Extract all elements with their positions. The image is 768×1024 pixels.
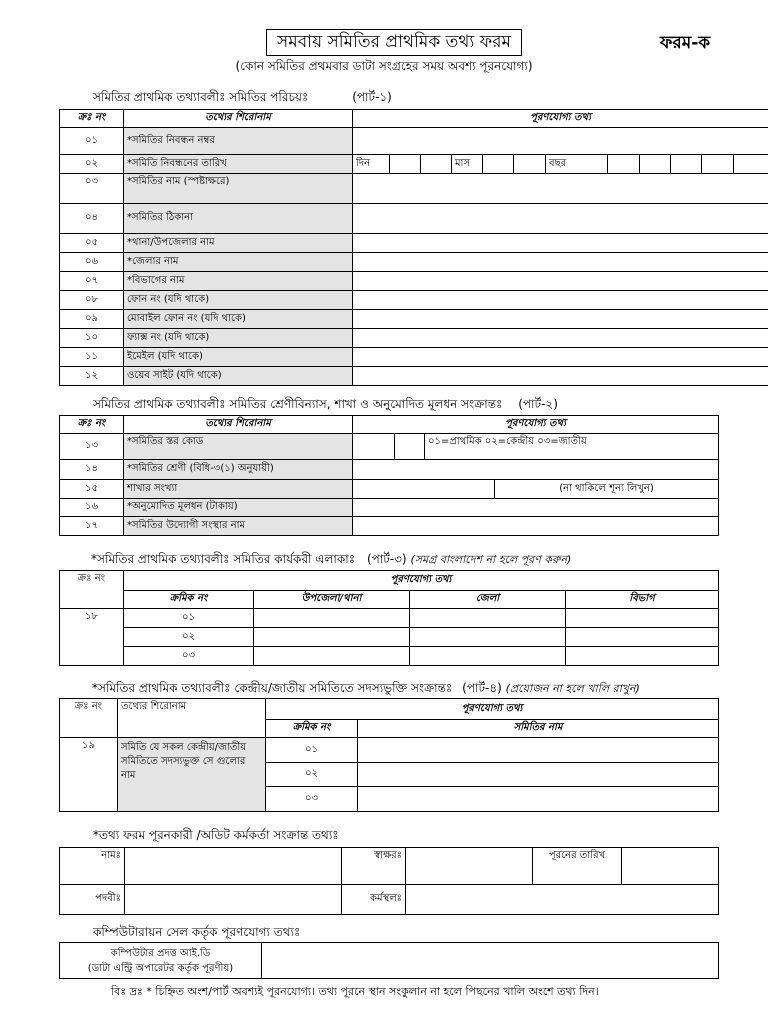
- p3-col-fill: পূরণযোগ্য তথ্য: [124, 571, 719, 591]
- district-cell[interactable]: [410, 647, 566, 666]
- table-row: [60, 499, 719, 517]
- row-sl: ০৫: [60, 234, 124, 253]
- table-row: [60, 609, 719, 628]
- row-sl: ১৩: [60, 434, 124, 460]
- level-code-box[interactable]: [395, 434, 425, 460]
- fill-date-label: পূরনের তারিখ: [533, 848, 622, 885]
- year-box[interactable]: [734, 155, 768, 174]
- table-row: [60, 174, 768, 204]
- row-label: *সমিতির নাম (স্পষ্টাক্ষরে): [124, 174, 353, 204]
- form-subtitle: (কোন সমিতির প্রথমবার ডাটা সংগ্রহের সময় অবশ্য পূরনযোগ্য): [235, 59, 533, 73]
- row-sl: ১১: [60, 348, 124, 367]
- part4-label: (পার্ট-৪): [462, 681, 502, 695]
- phone-field[interactable]: [353, 291, 768, 310]
- table-row: [60, 647, 719, 666]
- p2-col-fill: পূরণযোগ্য তথ্য: [353, 416, 719, 434]
- p1-col-sl: ক্রঃ নং: [60, 110, 124, 128]
- fax-field[interactable]: [353, 329, 768, 348]
- division-cell[interactable]: [566, 647, 719, 666]
- row-sl: ১৫: [60, 480, 124, 499]
- name-field[interactable]: [125, 848, 342, 885]
- level-options: ০১=প্রাথমিক ০২=কেন্দ্রীয় ০৩=জাতীয়: [425, 434, 719, 460]
- row-sl: ১২: [60, 367, 124, 386]
- item-serial: ০১: [124, 609, 254, 628]
- table-row: [60, 434, 719, 460]
- part3-table: [59, 570, 719, 666]
- row-sl: ০৩: [60, 174, 124, 204]
- website-field[interactable]: [353, 367, 768, 386]
- row-label: *বিভাগের নাম: [124, 272, 353, 291]
- table-row: [60, 204, 768, 234]
- society-name-field[interactable]: [353, 174, 768, 204]
- table-row: [60, 480, 719, 499]
- society-name-cell[interactable]: [358, 763, 719, 787]
- computer-id-label: [60, 943, 262, 979]
- workplace-label: কর্মস্থলঃ: [342, 885, 406, 915]
- upazila-cell[interactable]: [254, 647, 410, 666]
- district-cell[interactable]: [410, 609, 566, 628]
- p2-col-heading: তথ্যের শিরোনাম: [124, 416, 353, 434]
- part4-note: (প্রয়োজন না হলে খালি রাখুন): [505, 682, 640, 695]
- officer-table: [59, 847, 719, 915]
- row-label: ওয়েব সাইট (যদি থাকে): [124, 367, 353, 386]
- p1-col-heading: তথ্যের শিরোনাম: [124, 110, 353, 128]
- table-row: [60, 291, 768, 310]
- upazila-cell[interactable]: [254, 609, 410, 628]
- p4-sub-col-serial: ক্রমিক নং: [266, 720, 358, 738]
- row-label: *জেলার নাম: [124, 253, 353, 272]
- year-box[interactable]: [640, 155, 671, 174]
- table-row: [60, 329, 768, 348]
- p3-col-sl: ক্রঃ নং: [60, 571, 124, 609]
- month-label: মাস: [452, 155, 483, 174]
- row-sl: ১৪: [60, 460, 124, 480]
- row-label: *সমিতির শ্রেণী (বিধি-৩(১) অনুযায়ী): [124, 460, 353, 480]
- division-cell[interactable]: [566, 609, 719, 628]
- table-row: [60, 272, 768, 291]
- table-row: [60, 234, 768, 253]
- address-field[interactable]: [353, 204, 768, 234]
- row-sl: ০৪: [60, 204, 124, 234]
- district-cell[interactable]: [410, 628, 566, 647]
- part1-table: [59, 109, 768, 386]
- form-title: সমবায় সমিতির প্রাথমিক তথ্য ফরম: [266, 29, 522, 56]
- branch-note: (না থাকিলে শূন্য লিখুন): [495, 480, 719, 499]
- table-row: [60, 348, 768, 367]
- table-row: [60, 310, 768, 329]
- row-sl: ১৮: [60, 609, 124, 666]
- p2-col-sl: ক্রঃ নং: [60, 416, 124, 434]
- day-box[interactable]: [421, 155, 452, 174]
- part1-heading-text: সমিতির প্রাথমিক তথ্যাবলীঃ সমিতির পরিচয়ঃ: [93, 90, 309, 104]
- row-sl: ১৭: [60, 517, 124, 536]
- year-box[interactable]: [608, 155, 640, 174]
- society-name-cell[interactable]: [358, 787, 719, 812]
- row-sl: ০৭: [60, 272, 124, 291]
- row-label: *সমিতির স্তর কোড: [124, 434, 353, 460]
- upazila-cell[interactable]: [254, 628, 410, 647]
- level-code-box[interactable]: [353, 434, 395, 460]
- table-row: [60, 460, 719, 480]
- row-label: ফোন নং (যদি থাকে): [124, 291, 353, 310]
- capital-field[interactable]: [353, 499, 719, 517]
- part4-heading-text: *সমিতির প্রাথমিক তথ্যাবলীঃ কেন্দ্রীয়/জাতীয় সমিতিতে সদস্যভুক্তি সংক্রান্তঃ: [92, 681, 453, 695]
- p3-sub-col-division: বিভাগ: [566, 591, 719, 609]
- officer-heading: *তথ্য ফরম পূরনকারী /অডিট কর্মকর্তা সংক্রান্ত তথ্যঃ: [93, 828, 339, 842]
- part2-label: (পার্ট-২): [518, 397, 558, 411]
- designation-label: পদবীঃ: [60, 885, 125, 915]
- table-row: [60, 367, 768, 386]
- row-label: সমিতি যে সকল কেন্দ্রীয়/জাতীয় সমিতিতে সদস্যভুক্ত সে গুলোর নাম: [118, 738, 266, 812]
- computer-heading: কম্পিউটারায়ন সেল কর্তৃক পূরণযোগ্য তথ্যঃ: [93, 925, 301, 939]
- table-row: [60, 128, 768, 155]
- row-sl: ০৯: [60, 310, 124, 329]
- row-sl: ১৬: [60, 499, 124, 517]
- part1-heading: [93, 89, 392, 109]
- registration-number-field[interactable]: [353, 128, 768, 155]
- part3-heading: [91, 551, 571, 571]
- table-row: [60, 517, 719, 536]
- year-label: বছর: [546, 155, 608, 174]
- item-serial: ০৩: [124, 647, 254, 666]
- p3-sub-col-upazila: উপজেলা/থানা: [254, 591, 410, 609]
- item-serial: ০১: [266, 738, 358, 763]
- row-sl: ০১: [60, 128, 124, 155]
- row-sl: ১৯: [60, 738, 118, 812]
- row-sl: ০২: [60, 155, 124, 174]
- computer-table: [59, 942, 719, 979]
- table-row: [60, 253, 768, 272]
- part2-heading: [93, 396, 558, 416]
- part1-label: (পার্ট-১): [352, 90, 392, 104]
- month-box[interactable]: [514, 155, 546, 174]
- computer-id-label-line2: (ডাটা এন্ট্রি অপারেটর কর্তৃক পূরণীয়): [87, 962, 234, 974]
- part3-note: (সমগ্র বাংলাদেশ না হলে পূরণ করুন): [410, 553, 572, 566]
- part3-label: (পার্ট-৩): [366, 552, 407, 566]
- table-row: [60, 155, 768, 174]
- row-sl: ০৮: [60, 291, 124, 310]
- fill-date-field[interactable]: [622, 848, 719, 885]
- row-sl: ০৬: [60, 253, 124, 272]
- part4-heading: [92, 680, 640, 700]
- p3-sub-col-district: জেলা: [410, 591, 566, 609]
- signature-field[interactable]: [406, 848, 533, 885]
- part3-heading-text: *সমিতির প্রাথমিক তথ্যাবলীঃ সমিতির কার্যকরী এলাকাঃ: [91, 552, 356, 566]
- item-serial: ০২: [124, 628, 254, 647]
- p3-sub-col-serial: ক্রমিক নং: [124, 591, 254, 609]
- branch-count-field[interactable]: [353, 480, 495, 499]
- division-cell[interactable]: [566, 628, 719, 647]
- division-field[interactable]: [353, 272, 768, 291]
- year-box[interactable]: [702, 155, 734, 174]
- row-label: *সমিতির ঠিকানা: [124, 204, 353, 234]
- day-label: দিন: [353, 155, 390, 174]
- year-box[interactable]: [671, 155, 702, 174]
- p4-col-heading: তথ্যের শিরোনাম: [118, 699, 266, 738]
- table-row: [60, 738, 719, 763]
- row-label: ফ্যাক্স নং (যদি থাকে): [124, 329, 353, 348]
- p4-col-sl: ক্রঃ নং: [60, 699, 118, 738]
- part4-table: [59, 698, 719, 812]
- category-field[interactable]: [353, 460, 719, 480]
- row-label: শাখার সংখ্যা: [124, 480, 353, 499]
- table-row: [60, 628, 719, 647]
- p1-col-fill: পূরণযোগ্য তথ্য: [353, 110, 768, 128]
- row-label: *সমিতির উদ্যোগী সংস্থার নাম: [124, 517, 353, 536]
- row-label: মোবাইল ফোন নং (যদি থাকে): [124, 310, 353, 329]
- computer-id-field[interactable]: [262, 943, 719, 979]
- computer-id-label-line1: কম্পিউটার প্রদত্ত আই.ডি: [110, 947, 211, 959]
- p4-col-fill: পূরণযোগ্য তথ্য: [266, 699, 719, 720]
- name-label: নামঃ: [60, 848, 125, 885]
- upazila-field[interactable]: [353, 234, 768, 253]
- mobile-field[interactable]: [353, 310, 768, 329]
- part2-table: [59, 415, 719, 536]
- sponsor-org-field[interactable]: [353, 517, 719, 536]
- p4-sub-col-society-name: সমিতির নাম: [358, 720, 719, 738]
- row-label: *অনুমোদিত মূলধন (টাকায়): [124, 499, 353, 517]
- workplace-field[interactable]: [406, 885, 719, 915]
- item-serial: ০২: [266, 763, 358, 787]
- district-field[interactable]: [353, 253, 768, 272]
- designation-field[interactable]: [125, 885, 342, 915]
- row-label: *সমিতি নিবন্ধনের তারিখ: [124, 155, 353, 174]
- society-name-cell[interactable]: [358, 738, 719, 763]
- month-box[interactable]: [483, 155, 514, 174]
- row-label: ইমেইল (যদি থাকে): [124, 348, 353, 367]
- row-sl: ১০: [60, 329, 124, 348]
- email-field[interactable]: [353, 348, 768, 367]
- day-box[interactable]: [390, 155, 421, 174]
- item-serial: ০৩: [266, 787, 358, 812]
- part2-heading-text: সমিতির প্রাথমিক তথ্যাবলীঃ সমিতির শ্রেণীবিন্যাস, শাখা ও অনুমোদিত মূলধন সংক্রান্তঃ: [93, 397, 503, 411]
- form-label: ফরম-ক: [660, 33, 711, 53]
- row-label: *থানা/উপজেলার নাম: [124, 234, 353, 253]
- signature-label: স্বাক্ষরঃ: [342, 848, 406, 885]
- row-label: *সমিতির নিবন্ধন নম্বর: [124, 128, 353, 155]
- footer-note: বিঃ দ্রঃ * চিহ্নিত অংশ/পার্ট অবশ্যই পূরনযোগ্য। তথ্য পূরনে স্থান সংকুলান না হলে পিছনের খালি অংশে তথ্য দিন।: [111, 985, 599, 998]
